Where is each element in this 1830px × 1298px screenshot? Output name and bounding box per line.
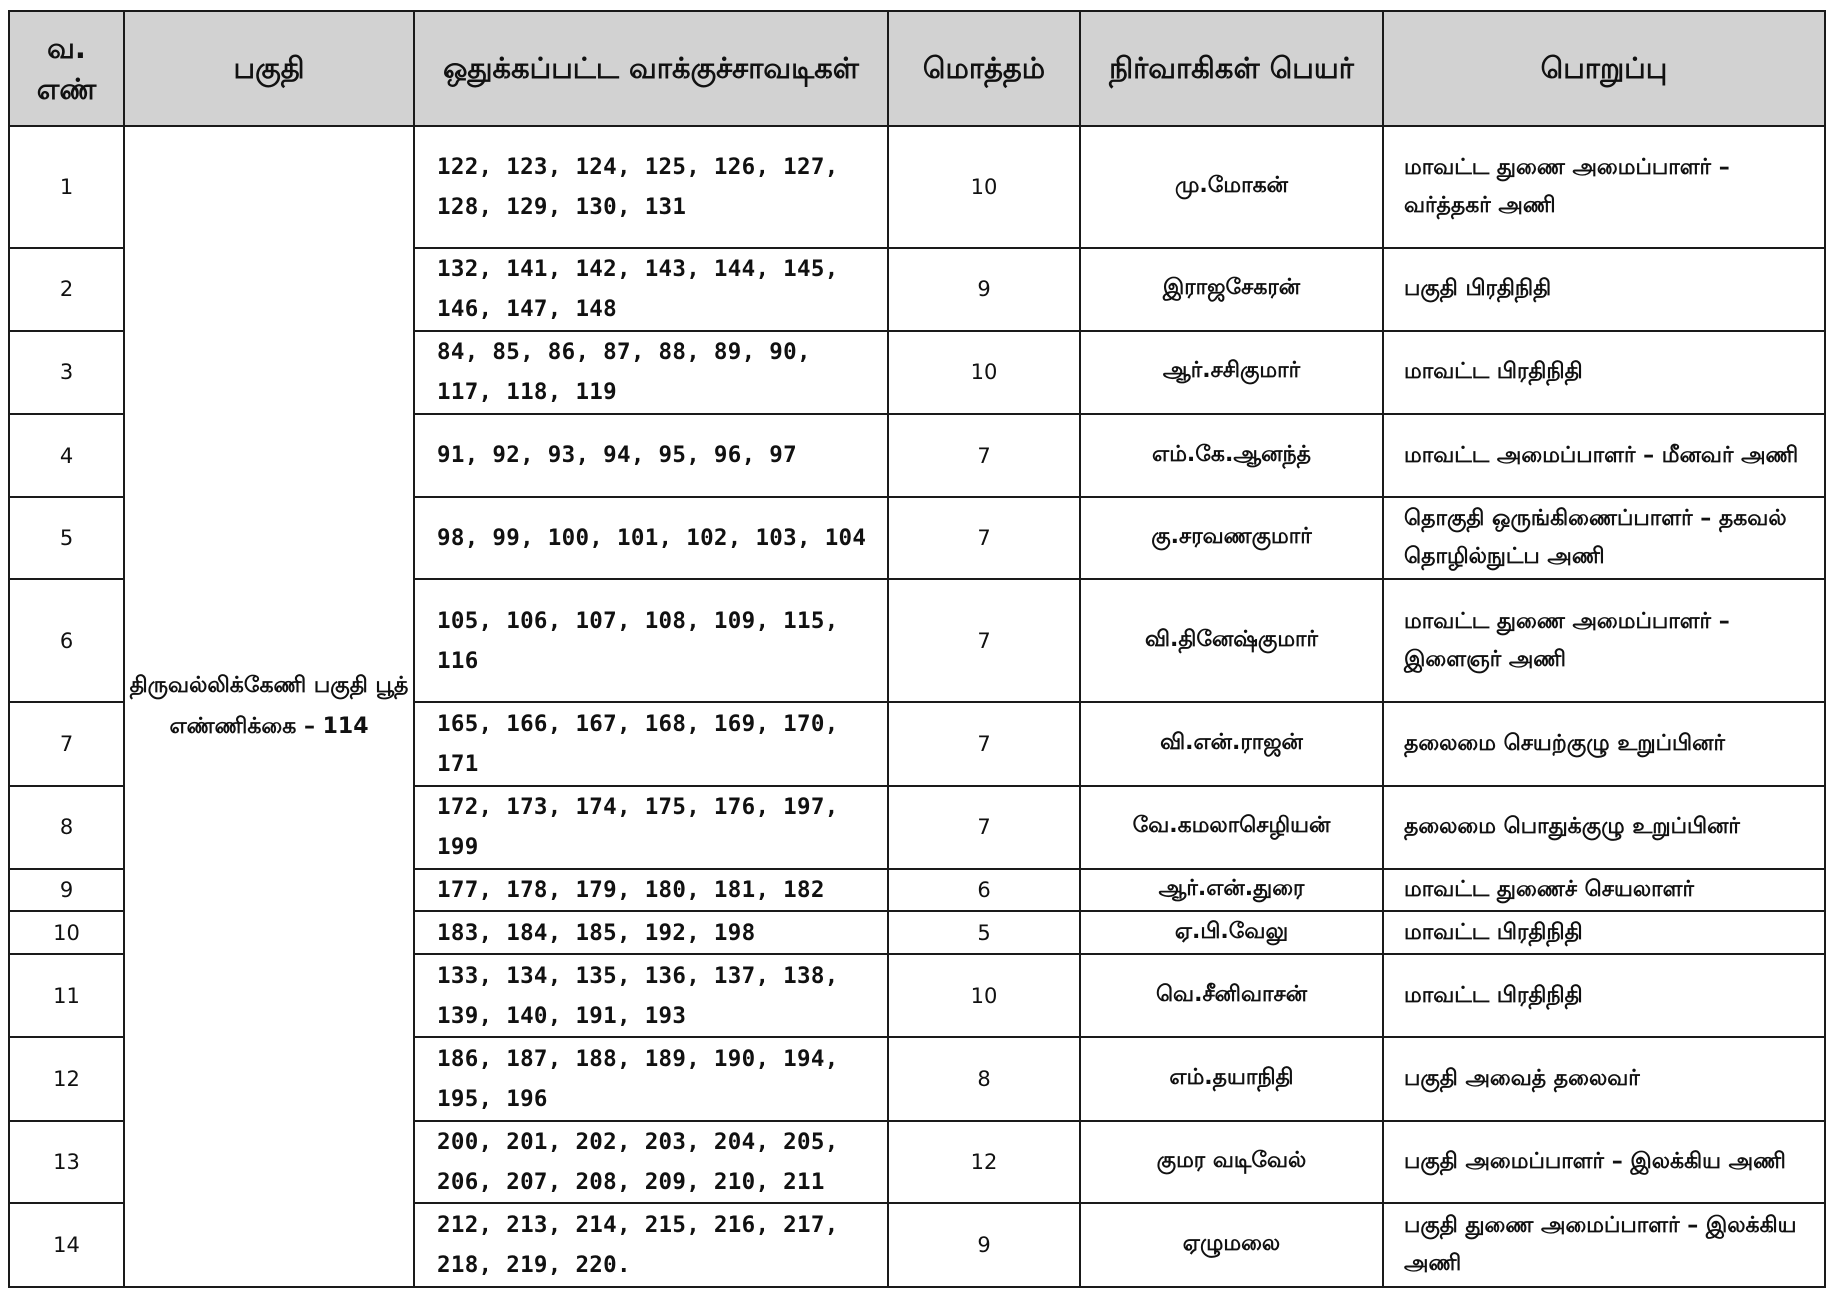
- officer-role: மாவட்ட பிரதிநிதி: [1383, 954, 1825, 1037]
- row-number: 13: [9, 1121, 124, 1204]
- officer-role: பகுதி அமைப்பாளர் – இலக்கிய அணி: [1383, 1121, 1825, 1204]
- officer-name: ஏ.பி.வேலு: [1080, 911, 1383, 954]
- officer-role: தொகுதி ஒருங்கிணைப்பாளர் – தகவல் தொழில்நுட்ப அணி: [1383, 497, 1825, 580]
- booth-total: 10: [888, 126, 1080, 248]
- table-row: [9, 126, 1825, 248]
- booth-list: 91, 92, 93, 94, 95, 96, 97: [414, 414, 888, 497]
- officer-name: மு.மோகன்: [1080, 126, 1383, 248]
- officer-role: பகுதி பிரதிநிதி: [1383, 248, 1825, 331]
- booth-total: 7: [888, 702, 1080, 786]
- officer-name: வி.என்.ராஜன்: [1080, 702, 1383, 786]
- row-number: 2: [9, 248, 124, 331]
- header-area: பகுதி: [124, 11, 414, 126]
- booth-total: 7: [888, 786, 1080, 869]
- booth-total: 9: [888, 248, 1080, 331]
- officer-name: கு.சரவணகுமார்: [1080, 497, 1383, 580]
- officer-name: வே.கமலாசெழியன்: [1080, 786, 1383, 869]
- row-number: 3: [9, 331, 124, 415]
- booth-total: 10: [888, 954, 1080, 1037]
- booth-list: 132, 141, 142, 143, 144, 145, 146, 147, 148: [414, 248, 888, 331]
- header-booths: ஒதுக்கப்பட்ட வாக்குச்சாவடிகள்: [414, 11, 888, 126]
- row-number: 4: [9, 414, 124, 497]
- booth-list: 212, 213, 214, 215, 216, 217, 218, 219, 220.: [414, 1203, 888, 1287]
- row-number: 6: [9, 579, 124, 702]
- booth-total: 8: [888, 1037, 1080, 1121]
- booth-total: 6: [888, 869, 1080, 911]
- booth-total: 7: [888, 579, 1080, 702]
- booth-list: 165, 166, 167, 168, 169, 170, 171: [414, 702, 888, 786]
- header-name: நிர்வாகிகள் பெயர்: [1080, 11, 1383, 126]
- booth-list: 177, 178, 179, 180, 181, 182: [414, 869, 888, 911]
- header-role: பொறுப்பு: [1383, 11, 1825, 126]
- officer-name: வி.தினேஷ்குமார்: [1080, 579, 1383, 702]
- row-number: 1: [9, 126, 124, 248]
- booth-list: 172, 173, 174, 175, 176, 197, 199: [414, 786, 888, 869]
- row-number: 7: [9, 702, 124, 786]
- booth-list: 105, 106, 107, 108, 109, 115, 116: [414, 579, 888, 702]
- officer-role: மாவட்ட துணை அமைப்பாளர் – வர்த்தகர் அணி: [1383, 126, 1825, 248]
- officer-role: தலைமை செயற்குழு உறுப்பினர்: [1383, 702, 1825, 786]
- booth-list: 183, 184, 185, 192, 198: [414, 911, 888, 954]
- booth-list: 84, 85, 86, 87, 88, 89, 90, 117, 118, 119: [414, 331, 888, 415]
- booth-list: 98, 99, 100, 101, 102, 103, 104: [414, 497, 888, 580]
- header-total: மொத்தம்: [888, 11, 1080, 126]
- officer-name: வெ.சீனிவாசன்: [1080, 954, 1383, 1037]
- header-sno: வ. எண்: [9, 11, 124, 126]
- officer-role: பகுதி துணை அமைப்பாளர் – இலக்கிய அணி: [1383, 1203, 1825, 1287]
- booth-total: 12: [888, 1121, 1080, 1204]
- booth-total: 7: [888, 414, 1080, 497]
- row-number: 9: [9, 869, 124, 911]
- officer-name: எம்.கே.ஆனந்த்: [1080, 414, 1383, 497]
- row-number: 8: [9, 786, 124, 869]
- row-number: 11: [9, 954, 124, 1037]
- officer-name: குமர வடிவேல்: [1080, 1121, 1383, 1204]
- booth-list: 133, 134, 135, 136, 137, 138, 139, 140, 191, 193: [414, 954, 888, 1037]
- officer-name: இராஜசேகரன்: [1080, 248, 1383, 331]
- booth-list: 122, 123, 124, 125, 126, 127, 128, 129, 130, 131: [414, 126, 888, 248]
- header-row: [9, 11, 1825, 126]
- officer-role: மாவட்ட அமைப்பாளர் – மீனவர் அணி: [1383, 414, 1825, 497]
- officer-role: பகுதி அவைத் தலைவர்: [1383, 1037, 1825, 1121]
- officer-name: எம்.தயாநிதி: [1080, 1037, 1383, 1121]
- row-number: 14: [9, 1203, 124, 1287]
- row-number: 10: [9, 911, 124, 954]
- booth-list: 200, 201, 202, 203, 204, 205, 206, 207, 208, 209, 210, 211: [414, 1121, 888, 1204]
- officer-role: தலைமை பொதுக்குழு உறுப்பினர்: [1383, 786, 1825, 869]
- booth-total: 10: [888, 331, 1080, 415]
- officer-name: ஆர்.என்.துரை: [1080, 869, 1383, 911]
- officer-role: மாவட்ட துணைச் செயலாளர்: [1383, 869, 1825, 911]
- row-number: 5: [9, 497, 124, 580]
- booth-list: 186, 187, 188, 189, 190, 194, 195, 196: [414, 1037, 888, 1121]
- booth-allocation-table: [8, 10, 1826, 1288]
- officer-role: மாவட்ட துணை அமைப்பாளர் – இளைஞர் அணி: [1383, 579, 1825, 702]
- booth-total: 7: [888, 497, 1080, 580]
- row-number: 12: [9, 1037, 124, 1121]
- booth-total: 5: [888, 911, 1080, 954]
- officer-role: மாவட்ட பிரதிநிதி: [1383, 911, 1825, 954]
- officer-name: ஆர்.சசிகுமார்: [1080, 331, 1383, 415]
- officer-role: மாவட்ட பிரதிநிதி: [1383, 331, 1825, 415]
- area-cell: திருவல்லிக்கேணி பகுதி பூத் எண்ணிக்கை – 114: [124, 126, 414, 1287]
- booth-total: 9: [888, 1203, 1080, 1287]
- officer-name: ஏழுமலை: [1080, 1203, 1383, 1287]
